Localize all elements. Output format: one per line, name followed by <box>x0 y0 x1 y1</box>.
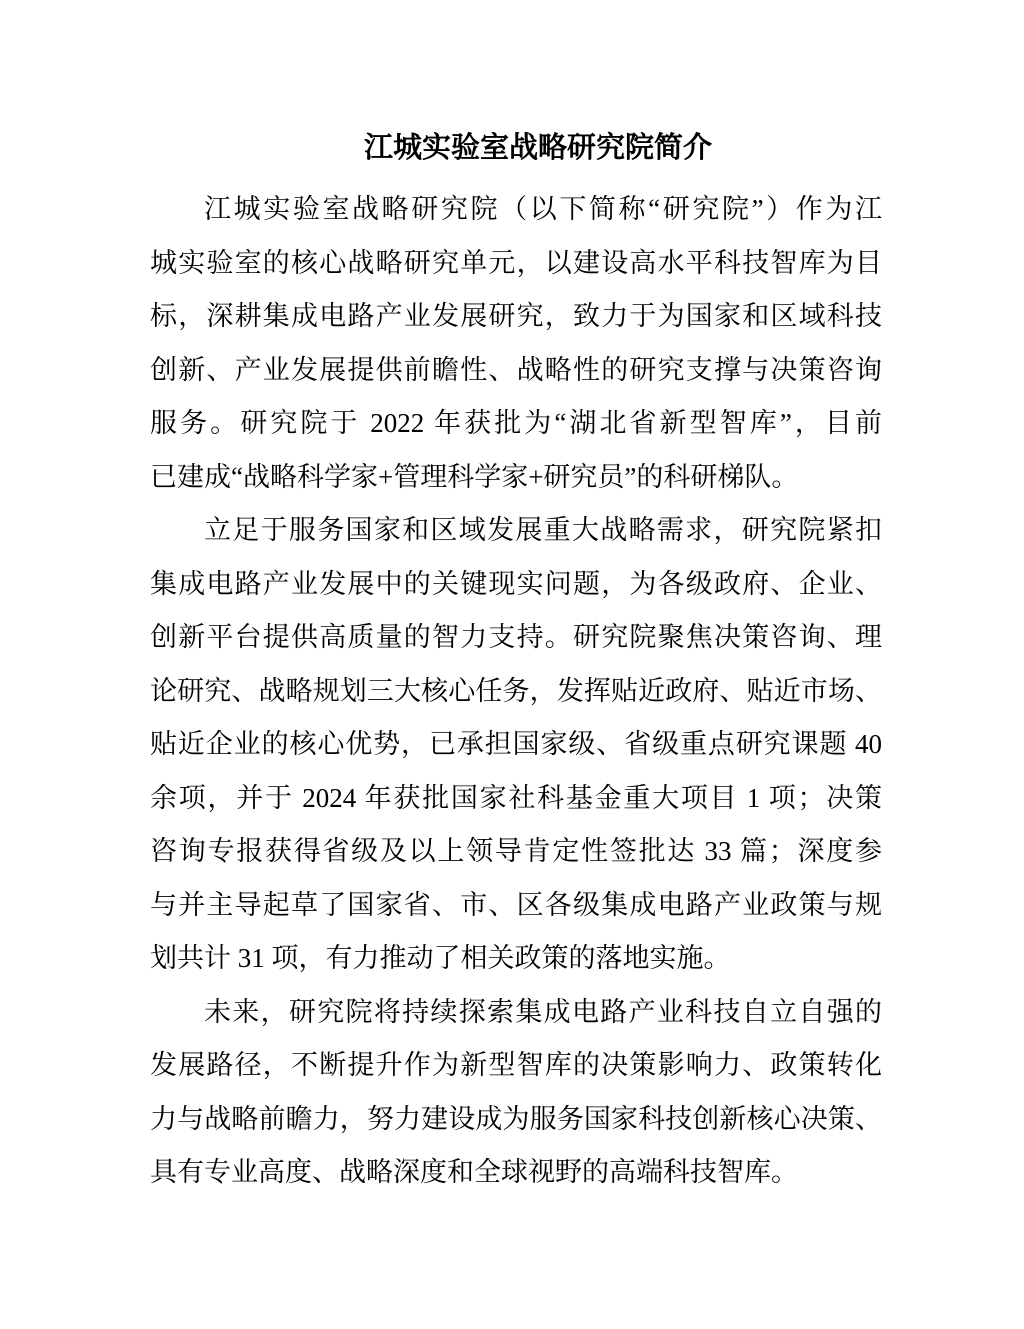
document-body <box>150 183 882 1200</box>
text-line: 已建成“战略科学家+管理科学家+研究员”的科研梯队。 <box>150 461 799 492</box>
text-line: 创新、产业发展提供前瞻性、战略性的研究支撑与决策咨询 <box>150 354 882 385</box>
text-line: 贴近企业的核心优势，已承担国家级、省级重点研究课题 40 <box>150 729 882 759</box>
text-line: 咨询专报获得省级及以上领导肯定性签批达 33 篇；深度参 <box>150 836 882 866</box>
text-line: 与并主导起草了国家省、市、区各级集成电路产业政策与规 <box>150 889 882 920</box>
text-line: 具有专业高度、战略深度和全球视野的高端科技智库。 <box>150 1157 798 1187</box>
text-line: 城实验室的核心战略研究单元，以建设高水平科技智库为目 <box>150 247 882 278</box>
paragraph <box>150 504 882 986</box>
text-line: 集成电路产业发展中的关键现实问题，为各级政府、企业、 <box>150 568 882 599</box>
text-line: 服务。研究院于 2022 年获批为“湖北省新型智库”，目前 <box>150 408 882 438</box>
text-line: 发展路径，不断提升作为新型智库的决策影响力、政策转化 <box>150 1050 882 1080</box>
text-line: 江城实验室战略研究院（以下简称“研究院”）作为江 <box>204 194 882 224</box>
text-line: 未来，研究院将持续探索集成电路产业科技自立自强的 <box>204 996 882 1027</box>
paragraph <box>150 183 882 504</box>
text-line: 立足于服务国家和区域发展重大战略需求，研究院紧扣 <box>204 515 882 545</box>
text-line: 力与战略前瞻力，努力建设成为服务国家科技创新核心决策、 <box>150 1103 882 1134</box>
text-line: 论研究、战略规划三大核心任务，发挥贴近政府、贴近市场、 <box>150 675 882 706</box>
text-line: 划共计 31 项，有力推动了相关政策的落地实施。 <box>150 943 731 973</box>
text-line: 创新平台提供高质量的智力支持。研究院聚焦决策咨询、理 <box>150 622 882 652</box>
text-line: 余项，并于 2024 年获批国家社科基金重大项目 1 项；决策 <box>150 782 882 813</box>
paragraph <box>150 986 882 1200</box>
document-title: 江城实验室战略研究院简介 <box>363 132 712 164</box>
text-line: 标，深耕集成电路产业发展研究，致力于为国家和区域科技 <box>150 301 882 331</box>
